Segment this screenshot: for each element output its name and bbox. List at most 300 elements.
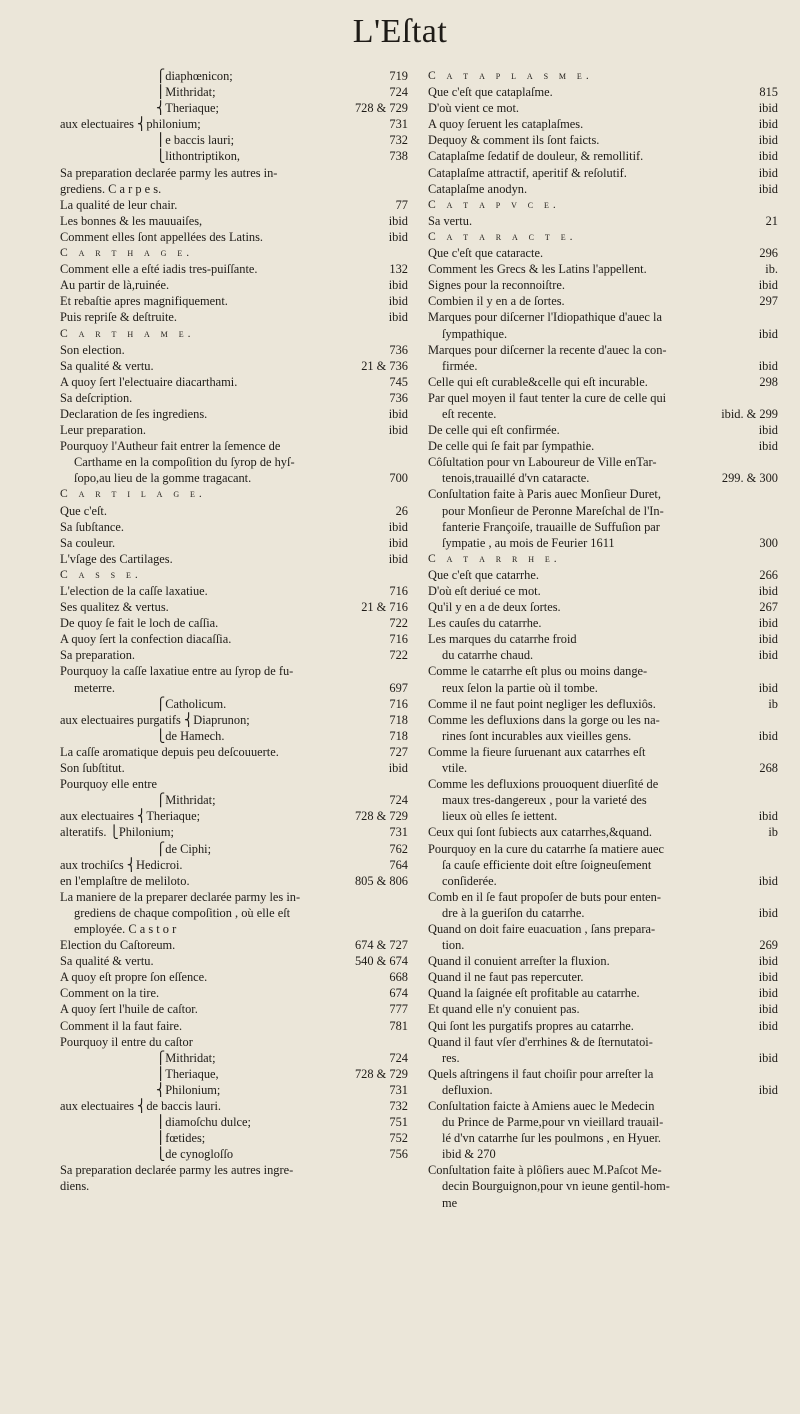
- page-reference: [748, 342, 778, 358]
- index-entry: [428, 84, 778, 100]
- index-entry: [428, 277, 778, 293]
- index-entry: [428, 985, 778, 1001]
- page-reference: ibid: [758, 117, 778, 132]
- entry-text: Pourquoy la caſſe laxatiue entre au ſyrop de fu-: [60, 664, 294, 679]
- entry-text: De quoy ſe fait le loch de caſſia.: [60, 616, 219, 631]
- entry-text: Comment on la tire.: [60, 986, 160, 1001]
- page-reference: ib: [768, 696, 778, 711]
- page-reference: 736: [389, 342, 408, 357]
- page-reference: [748, 1195, 778, 1211]
- index-entry: [428, 503, 778, 519]
- page-reference: [748, 792, 778, 808]
- page-reference: [748, 841, 778, 857]
- page-reference: 728 & 729: [354, 101, 408, 116]
- index-entry: [60, 551, 408, 567]
- index-entry: [428, 245, 778, 261]
- index-entry: [60, 969, 408, 985]
- entry-text: diens.: [60, 1179, 90, 1194]
- page-reference: 716: [389, 584, 408, 598]
- index-entry: [428, 1018, 778, 1034]
- page-reference: ibid: [758, 584, 778, 598]
- entry-text: aux electuaires ⎨philonium;: [60, 117, 201, 132]
- entry-text: Election du Caſtoreum.: [60, 938, 176, 953]
- entry-text: La qualité de leur chair.: [60, 197, 178, 212]
- index-entry: [428, 728, 778, 744]
- entry-text: ſympathique.: [442, 326, 508, 341]
- page-reference: ibid: [758, 809, 778, 824]
- entry-text: La caſſe aromatique depuis peu deſcouuerte.: [60, 744, 279, 759]
- index-entry: [60, 438, 408, 454]
- page-reference: 298: [759, 374, 778, 389]
- page-reference: 268: [759, 761, 778, 776]
- index-entry: [60, 873, 408, 889]
- entry-text: eſt recente.: [442, 406, 497, 421]
- page-reference: ibid: [388, 294, 408, 309]
- entry-text: tion.: [442, 938, 465, 953]
- entry-text: Que c'eſt.: [60, 503, 107, 518]
- index-entry: [428, 744, 778, 760]
- index-entry: [428, 583, 778, 599]
- index-entry: [60, 293, 408, 309]
- entry-text: Sa qualité & vertu.: [60, 954, 154, 969]
- index-entry: [60, 261, 408, 277]
- entry-text: A quoy ſert la confection diacaſſia.: [60, 632, 232, 647]
- index-entry: [60, 696, 408, 712]
- page-reference: [378, 905, 408, 921]
- entry-text: tenois,trauaillé d'vn cataracte.: [442, 471, 590, 486]
- index-entry: [428, 1162, 778, 1178]
- index-entry: [428, 937, 778, 953]
- page-reference: 697: [389, 680, 408, 695]
- page-reference: ibid: [758, 101, 778, 116]
- index-entry: [60, 857, 408, 873]
- entry-text: Qu'il y en a de deux ſortes.: [428, 600, 561, 615]
- page-reference: [378, 165, 408, 181]
- index-entry: [60, 760, 408, 776]
- page-reference: ibid: [388, 423, 408, 438]
- index-entry: [428, 358, 778, 374]
- index-entry: [428, 792, 778, 808]
- entry-text: Quand il ne faut pas repercuter.: [428, 970, 584, 985]
- entry-text: Dequoy & comment ils ſont faicts.: [428, 133, 600, 148]
- index-entry: [428, 567, 778, 583]
- entry-text: C a t a p v c e.: [428, 197, 560, 211]
- section-heading: [428, 551, 778, 567]
- index-entry: [428, 213, 778, 229]
- index-entry: [428, 873, 778, 889]
- index-entry: [428, 1178, 778, 1194]
- page-reference: [378, 663, 408, 679]
- index-entry: [60, 309, 408, 325]
- entry-text: C a t a p l a s m e.: [428, 69, 593, 82]
- section-heading: [428, 197, 778, 213]
- entry-text: ⎪e baccis lauri;: [156, 133, 235, 148]
- entry-text: du catarrhe chaud.: [442, 648, 534, 663]
- page-reference: [378, 1162, 408, 1178]
- index-entry: [60, 905, 408, 921]
- index-entry: [60, 728, 408, 744]
- page-reference: [748, 1146, 778, 1162]
- entry-text: Comme la fieure ſuruenant aux catarrhes eſt: [428, 744, 646, 759]
- index-entry: [428, 148, 778, 164]
- entry-text: Comb en il ſe faut propoſer de buts pour enten-: [428, 889, 661, 904]
- entry-text: C a r t h a g e.: [60, 246, 194, 260]
- page-reference: 728 & 729: [354, 809, 408, 824]
- page-reference: ibid: [758, 149, 778, 164]
- entry-text: C a t a r a c t e.: [428, 229, 577, 243]
- page-reference: ibid: [758, 278, 778, 293]
- index-entry: [60, 84, 408, 100]
- entry-text: grediens de chaque compoſition , où elle eſt: [74, 905, 291, 920]
- page-reference: ibid: [388, 406, 408, 421]
- entry-text: Que c'eſt que cataplaſme.: [428, 85, 553, 100]
- index-entry: [60, 148, 408, 164]
- index-entry: [428, 776, 778, 792]
- entry-text: C a s s e.: [60, 567, 142, 581]
- entry-text: Qui ſont les purgatifs propres au catarrhe.: [428, 1018, 634, 1033]
- page-reference: 724: [389, 85, 408, 100]
- index-entry: [428, 1146, 778, 1162]
- index-entry: [60, 599, 408, 615]
- page-reference: 777: [389, 1002, 408, 1017]
- page-reference: 724: [389, 1050, 408, 1065]
- entry-text: ⎧diaphœnicon;: [156, 69, 233, 83]
- entry-text: lieux où elles ſe iettent.: [442, 809, 558, 824]
- entry-text: grediens. C a r p e s.: [60, 181, 162, 196]
- entry-text: maux tres-dangereux , pour la varieté des: [442, 793, 647, 808]
- index-entry: [428, 454, 778, 470]
- index-entry: [60, 631, 408, 647]
- page-reference: 731: [389, 117, 408, 132]
- entry-text: Côſultation pour vn Laboureur de Ville enTar-: [428, 455, 657, 470]
- page-reference: 751: [389, 1115, 408, 1130]
- entry-text: vtile.: [442, 761, 468, 776]
- page-reference: [748, 486, 778, 502]
- entry-text: ⎪fœtides;: [156, 1131, 206, 1146]
- index-entry: [60, 213, 408, 229]
- index-entry: [60, 824, 408, 840]
- entry-text: aux electuaires ⎨de baccis lauri.: [60, 1099, 221, 1113]
- index-entry: [60, 1018, 408, 1034]
- index-entry: [428, 905, 778, 921]
- page-reference: [748, 519, 778, 535]
- entry-text: Les marques du catarrhe froid: [428, 632, 577, 647]
- index-entry: [60, 1114, 408, 1130]
- index-entry: [428, 342, 778, 358]
- page-reference: ibid: [758, 1018, 778, 1033]
- page-reference: 719: [389, 69, 408, 83]
- entry-text: Cataplaſme attractif, aperitif & reſolutif.: [428, 165, 627, 180]
- page-reference: ibid: [758, 986, 778, 1001]
- page-reference: ibid: [758, 1002, 778, 1017]
- entry-text: Comme les defluxions prouoquent diuerſité de: [428, 777, 659, 792]
- page-reference: 700: [389, 471, 408, 486]
- index-entry: [428, 969, 778, 985]
- index-entry: [428, 647, 778, 663]
- page-reference: [748, 857, 778, 873]
- entry-text: aux trochiſcs ⎨Hedicroi.: [60, 857, 183, 872]
- index-entry: [428, 1001, 778, 1017]
- page-reference: [378, 921, 408, 937]
- index-entry: [60, 712, 408, 728]
- page-reference: 668: [389, 970, 408, 985]
- entry-text: Ceux qui ſont ſubiects aux catarrhes,&quand.: [428, 825, 653, 840]
- page-reference: ibid: [758, 1050, 778, 1065]
- index-entry: [60, 277, 408, 293]
- page-title: L'Eſtat: [352, 13, 448, 50]
- page-reference: ibid: [758, 358, 778, 373]
- page-reference: ibid: [758, 970, 778, 985]
- page-reference: ibid: [758, 728, 778, 743]
- entry-text: aux electuaires ⎨Theriaque;: [60, 809, 201, 824]
- page-reference: 674 & 727: [354, 938, 408, 953]
- page-reference: [748, 1098, 778, 1114]
- index-entry: [60, 792, 408, 808]
- index-entry: [60, 165, 408, 181]
- entry-text: Sa preparation declarée parmy les autres in-: [60, 165, 278, 180]
- page-reference: 756: [389, 1147, 408, 1162]
- index-entry: [60, 953, 408, 969]
- index-entry: [428, 696, 778, 712]
- entry-text: Leur preparation.: [60, 423, 147, 438]
- page-reference: [378, 454, 408, 470]
- index-entry: [60, 1001, 408, 1017]
- index-entry: [428, 857, 778, 873]
- index-entry: [428, 615, 778, 631]
- page-reference: 674: [389, 986, 408, 1001]
- page-reference: ibid: [388, 213, 408, 228]
- index-entry: [60, 519, 408, 535]
- page-reference: ibid. & 299: [721, 406, 778, 421]
- entry-text: De celle qui eſt confirmée.: [428, 423, 560, 438]
- page-reference: ibid: [758, 1082, 778, 1097]
- index-entry: [60, 454, 408, 470]
- page-reference: 21 & 716: [361, 600, 408, 615]
- entry-text: Comment il la faut faire.: [60, 1018, 183, 1033]
- page-reference: 727: [389, 744, 408, 759]
- index-entry: [428, 326, 778, 342]
- page-reference: 716: [389, 696, 408, 711]
- index-column-left: [60, 68, 408, 1195]
- page-reference: 21: [765, 213, 778, 228]
- entry-text: Conſultation faite à plôſiers auec M.Paſcot Me-: [428, 1163, 662, 1178]
- entry-text: alteratifs. ⎩Philonium;: [60, 825, 174, 840]
- index-entry: [60, 342, 408, 358]
- index-entry: [428, 1114, 778, 1130]
- index-entry: [60, 1066, 408, 1082]
- entry-text: ibid & 270: [442, 1147, 496, 1162]
- entry-text: Sa couleur.: [60, 535, 116, 550]
- page-reference: 745: [389, 374, 408, 389]
- page-reference: ibid: [758, 632, 778, 647]
- index-entry: [60, 422, 408, 438]
- page-reference: ibid: [388, 761, 408, 776]
- index-entry: [60, 921, 408, 937]
- page-reference: [378, 181, 408, 197]
- entry-text: Carthame en la compoſition du ſyrop de hyſ-: [74, 455, 295, 470]
- index-entry: [428, 663, 778, 679]
- entry-text: Comment elles ſont appellées des Latins.: [60, 229, 264, 244]
- page-reference: 266: [759, 567, 778, 582]
- index-entry: [428, 680, 778, 696]
- page-reference: [378, 776, 408, 792]
- entry-text: res.: [442, 1050, 460, 1065]
- entry-text: ⎧Mithridat;: [156, 1050, 216, 1065]
- page-reference: ibid: [758, 616, 778, 631]
- index-entry: [60, 358, 408, 374]
- index-entry: [428, 953, 778, 969]
- page-reference: 296: [759, 246, 778, 261]
- index-entry: [60, 470, 408, 486]
- entry-text: De celle qui ſe fait par ſympathie.: [428, 439, 595, 454]
- page-reference: [748, 503, 778, 519]
- entry-text: Et rebaſtie apres magnifiquement.: [60, 294, 228, 309]
- entry-text: Quand il conuient arreſter la fluxion.: [428, 954, 610, 969]
- page-reference: ibid: [758, 326, 778, 341]
- index-entry: [60, 68, 408, 84]
- section-heading: [428, 68, 778, 84]
- page-reference: ibid: [758, 133, 778, 148]
- entry-text: C a r t i l a g e.: [60, 487, 206, 501]
- index-entry: [60, 937, 408, 953]
- page-reference: 762: [389, 841, 408, 856]
- page-reference: [748, 454, 778, 470]
- entry-text: me: [442, 1195, 458, 1210]
- index-entry: [428, 181, 778, 197]
- section-heading: [60, 567, 408, 583]
- entry-text: fanterie Françoiſe, trauaille de Suffuſion par: [442, 519, 660, 534]
- index-entry: [60, 116, 408, 132]
- page-reference: [378, 889, 408, 905]
- entry-text: Les cauſes du catarrhe.: [428, 616, 542, 631]
- page-reference: ib: [768, 825, 778, 840]
- entry-text: ⎪Mithridat;: [156, 85, 216, 100]
- section-heading: [60, 326, 408, 342]
- entry-text: Combien il y en a de ſortes.: [428, 294, 565, 309]
- page-reference: 738: [389, 149, 408, 164]
- index-entry: [60, 583, 408, 599]
- page-reference: [748, 1130, 778, 1146]
- entry-text: Pourquoy elle entre: [60, 777, 158, 792]
- entry-text: du Prince de Parme,pour vn vieillard trauail-: [442, 1115, 664, 1130]
- index-entry: [428, 535, 778, 551]
- page-reference: 815: [759, 85, 778, 100]
- index-entry: [60, 1162, 408, 1178]
- page-reference: 731: [389, 825, 408, 840]
- page-reference: ibid: [758, 181, 778, 196]
- entry-text: decin Bourguignon,pour vn ieune gentil-hom-: [442, 1179, 670, 1194]
- entry-text: Que c'eſt que cataracte.: [428, 246, 544, 261]
- page-reference: ibid: [758, 439, 778, 454]
- index-entry: [60, 100, 408, 116]
- entry-text: reux ſelon la partie où il tombe.: [442, 680, 598, 695]
- page-reference: ibid: [758, 648, 778, 663]
- index-entry: [60, 1130, 408, 1146]
- entry-text: ⎧Mithridat;: [156, 793, 216, 808]
- entry-text: Conſultation faite à Paris auec Monſieur Duret,: [428, 487, 661, 502]
- page-reference: ibid: [758, 873, 778, 888]
- index-entry: [60, 1098, 408, 1114]
- index-entry: [60, 1082, 408, 1098]
- index-entry: [428, 1066, 778, 1082]
- index-entry: [428, 824, 778, 840]
- entry-text: Ses qualitez & vertus.: [60, 600, 169, 615]
- entry-text: rines ſont incurables aux vieilles gens.: [442, 728, 632, 743]
- page-reference: ibid: [758, 905, 778, 920]
- entry-text: ⎧de Ciphi;: [156, 841, 212, 856]
- index-entry: [60, 181, 408, 197]
- page-reference: ibid: [758, 680, 778, 695]
- entry-text: ⎪Theriaque,: [156, 1066, 219, 1081]
- index-entry: [428, 261, 778, 277]
- entry-text: ⎨Theriaque;: [156, 101, 219, 116]
- entry-text: Quels aſtringens il faut choiſir pour arreſter la: [428, 1066, 654, 1081]
- entry-text: Quand la ſaignée eſt profitable au catarrhe.: [428, 986, 640, 1001]
- page-reference: 752: [389, 1131, 408, 1146]
- page-reference: 297: [759, 294, 778, 309]
- index-entry: [428, 599, 778, 615]
- entry-text: Comment elle a eſté iadis tres-puiſſante.: [60, 262, 258, 277]
- entry-text: Quand il faut vſer d'errhines & de ſternutatoi-: [428, 1034, 653, 1049]
- entry-text: Celle qui eſt curable&celle qui eſt incurable.: [428, 374, 648, 389]
- entry-text: D'où eſt deriué ce mot.: [428, 584, 541, 598]
- entry-text: C a r t h a m e.: [60, 326, 195, 340]
- page-reference: 269: [759, 938, 778, 953]
- page-reference: 540 & 674: [354, 954, 408, 969]
- section-heading: [60, 245, 408, 261]
- entry-text: Signes pour la reconnoiſtre.: [428, 278, 565, 293]
- entry-text: Son ſubſtitut.: [60, 761, 125, 776]
- entry-text: Quand on doit faire euacuation , ſans prepara-: [428, 921, 656, 936]
- entry-text: firmée.: [442, 358, 478, 373]
- page-reference: [748, 1034, 778, 1050]
- entry-text: Que c'eſt que catarrhe.: [428, 567, 539, 582]
- section-heading: [60, 486, 408, 502]
- index-entry: [428, 470, 778, 486]
- entry-text: D'où vient ce mot.: [428, 101, 520, 116]
- entry-text: C a t a r r h e.: [428, 551, 561, 565]
- page-reference: ibid: [388, 229, 408, 244]
- index-entry: [428, 808, 778, 824]
- index-entry: [60, 229, 408, 245]
- entry-text: A quoy ſert l'electuaire diacarthami.: [60, 374, 238, 389]
- entry-text: ⎩de cynogloſſo: [156, 1147, 234, 1162]
- index-entry: [60, 197, 408, 213]
- entry-text: A quoy ſeruent les cataplaſmes.: [428, 117, 584, 132]
- entry-text: meterre.: [74, 680, 115, 695]
- index-entry: [428, 921, 778, 937]
- entry-text: Les bonnes & les mauuaiſes,: [60, 213, 203, 228]
- page-reference: [748, 309, 778, 325]
- entry-text: ⎪diamoſchu dulce;: [156, 1115, 251, 1130]
- entry-text: Comme le catarrhe eſt plus ou moins dange-: [428, 664, 648, 679]
- entry-text: Et quand elle n'y conuient pas.: [428, 1002, 580, 1017]
- index-entry: [60, 647, 408, 663]
- index-entry: [428, 1130, 778, 1146]
- index-entry: [428, 1195, 778, 1211]
- index-entry: [60, 615, 408, 631]
- index-entry: [428, 712, 778, 728]
- page-reference: ibid: [388, 519, 408, 534]
- entry-text: Sa deſcription.: [60, 390, 133, 405]
- page-reference: 732: [389, 1099, 408, 1113]
- index-entry: [60, 680, 408, 696]
- entry-text: L'vſage des Cartilages.: [60, 551, 173, 566]
- entry-text: Pourquoy l'Autheur fait entrer la ſemence de: [60, 439, 281, 454]
- index-entry: [60, 406, 408, 422]
- entry-text: Au partir de là,ruinée.: [60, 278, 170, 293]
- index-entry: [428, 132, 778, 148]
